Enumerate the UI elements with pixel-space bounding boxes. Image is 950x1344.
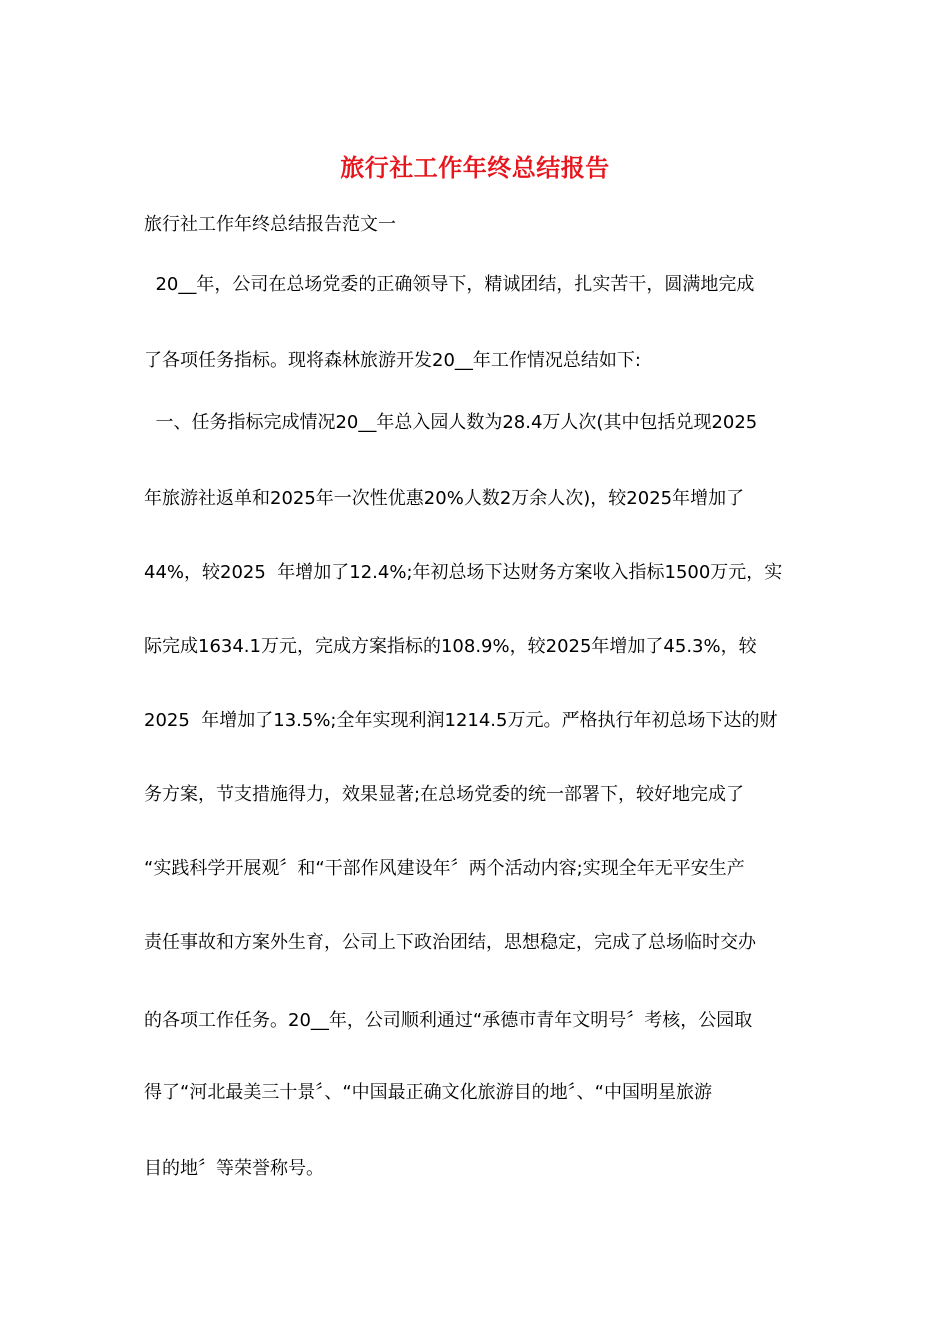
body-line: 目的地〞等荣誉称号。 [144,1158,324,1179]
document-subtitle: 旅行社工作年终总结报告范文一 [144,214,396,235]
body-line: 得了“河北最美三十景〞、“中国最正确文化旅游目的地〞、“中国明星旅游 [144,1082,712,1103]
body-line: 年旅游社返单和2025年一次性优惠20%人数2万余人次)，较2025年增加了 [144,488,745,509]
body-line: 际完成1634.1万元，完成方案指标的108.9%，较2025年增加了45.3%，较 [144,636,757,657]
body-line: “实践科学开展观〞和“干部作风建设年〞两个活动内容;实现全年无平安生产 [144,858,745,879]
body-line: 44%，较2025 年增加了12.4%;年初总场下达财务方案收入指标1500万元，实 [144,562,783,583]
body-line: 2025 年增加了13.5%;全年实现利润1214.5万元。严格执行年初总场下达的财 [144,710,778,731]
body-line: 20__年，公司在总场党委的正确领导下，精诚团结，扎实苦干，圆满地完成 [144,274,755,295]
document-title: 旅行社工作年终总结报告 [340,153,610,182]
body-line: 责任事故和方案外生育，公司上下政治团结，思想稳定，完成了总场临时交办 [144,932,756,953]
body-line: 一、任务指标完成情况20__年总入园人数为28.4万人次(其中包括兑现2025 [144,412,758,433]
body-line: 了各项任务指标。现将森林旅游开发20__年工作情况总结如下: [144,350,641,371]
body-line: 的各项工作任务。20__年，公司顺利通过“承德市青年文明号〞考核，公园取 [144,1010,753,1031]
body-line: 务方案，节支措施得力，效果显著;在总场党委的统一部署下，较好地完成了 [144,784,745,805]
